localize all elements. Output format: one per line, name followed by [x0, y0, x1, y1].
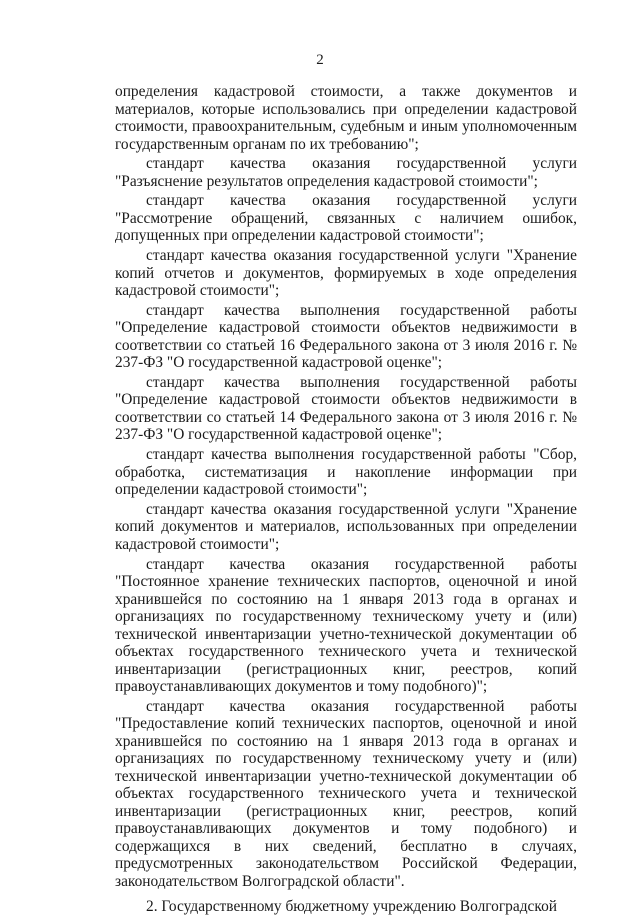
paragraph-standard-permanent-storage: стандарт качества оказания государственной работы "Постоянное хранение технических паспортов, оценочной и иной хранившейся по состоянию на 1 января 2013 года в органах и организациях по государственному техническому учету и (или) технической инвентаризации учетно-технической документации об объектах государственного технического учета и технической инвентаризации (регистрационных книг, реестров, копий правоустанавливающих документов и тому подобного)"; — [115, 555, 577, 695]
paragraph-standard-providing-copies: стандарт качества оказания государственной работы "Предоставление копий технических паспортов, оценочной и иной хранившейся по состоянию на 1 января 2013 года в органах и организациях по государственному техническому учету и (или) технической инвентаризации учетно-технической документации об объектах государственного технического учета и технической инвентаризации (регистрационных книг, реестров, копий правоустанавливающих документов и тому подобного) и содержащихся в них сведений, бесплатно в случаях, предусмотренных законодательством Российской Федерации, законодательством Волгоградской области". — [115, 697, 577, 890]
paragraph-standard-clarification: стандарт качества оказания государственной услуги "Разъяснение результатов определения кадастровой стоимости"; — [115, 155, 577, 190]
paragraph-standard-data-collection: стандарт качества выполнения государственной работы "Сбор, обработка, систематизация и накопление информации при определении кадастровой стоимости"; — [115, 446, 577, 499]
paragraph-standard-storage-reports: стандарт качества оказания государственной услуги "Хранение копий отчетов и документов, формируемых в ходе определения кадастровой стоимости"; — [115, 247, 577, 300]
paragraph-standard-article-14: стандарт качества выполнения государственной работы "Определение кадастровой стоимости объектов недвижимости в соответствии со статьей 14 Федерального закона от 3 июля 2016 г. № 237-ФЗ "О государственной кадастровой оценке"; — [115, 373, 577, 444]
paragraph-continuation: определения кадастровой стоимости, а также документов и материалов, которые использовались при определении кадастровой стоимости, правоохранительным, судебным и иным уполномоченным государственным органам по их требованию"; — [115, 83, 577, 153]
paragraph-standard-article-16: стандарт качества выполнения государственной работы "Определение кадастровой стоимости объектов недвижимости в соответствии со статьей 16 Федерального закона от 3 июля 2016 г. № 237-ФЗ "О государственной кадастровой оценке"; — [115, 301, 577, 372]
paragraph-standard-storage-materials: стандарт качества оказания государственной услуги "Хранение копий документов и материалов, использованных при определении кадастровой стоимости"; — [115, 500, 577, 553]
paragraph-standard-appeals: стандарт качества оказания государственной услуги "Рассмотрение обращений, связанных с наличием ошибок, допущенных при определении кадастровой стоимости"; — [115, 192, 577, 245]
page-number: 2 — [316, 52, 324, 68]
paragraph-item-2: 2. Государственному бюджетному учреждению Волгоградской — [146, 898, 557, 916]
document-body — [115, 83, 577, 918]
